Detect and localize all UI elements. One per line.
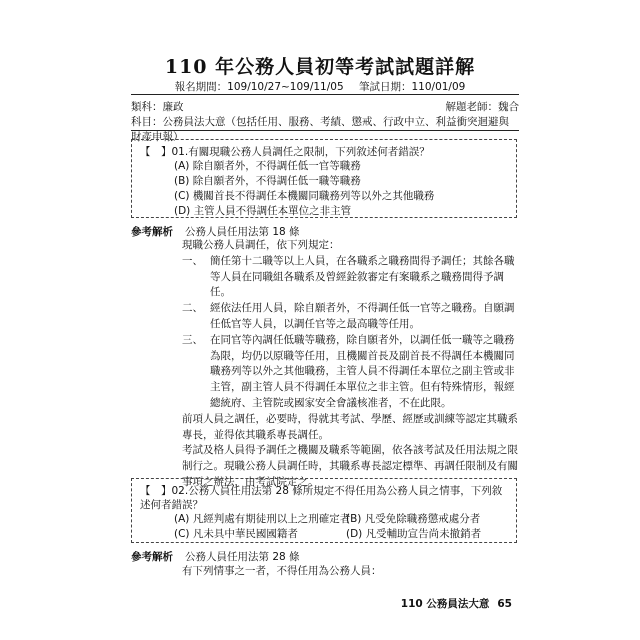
option-d: (D) 主管人員不得調任本單位之非主管: [174, 205, 352, 217]
subject-label: 類科：廉政: [131, 101, 184, 113]
question-box-2: [131, 478, 517, 543]
answer-paragraph: 考試及格人員得予調任之機關及職系等範圍，依各該考試及任用法規之限制行之。現職公務人員調任時，其職系專長認定標準、再調任限制及有關事項之辦法，由考試院定之。: [182, 444, 518, 488]
page-footer: [401, 596, 512, 611]
answer-intro: 現職公務人員調任，依下列規定：: [182, 239, 340, 251]
registration-period: 報名期間：109/10/27~109/11/05: [174, 81, 344, 93]
answer-paragraph: 前項人員之調任，必要時，得就其考試、學歷、經歷或訓練等認定其職系專長，並得依其職系專長調任。: [182, 412, 518, 441]
author-label: 解題老師：魏合: [445, 101, 519, 113]
question-number: 【 】01.: [140, 146, 189, 158]
meta-row: [131, 99, 519, 114]
answer-label: 參考解析: [131, 551, 173, 563]
page-number: 65: [497, 598, 512, 610]
option-a: (A) 除自願者外，不得調任低一官等職務: [174, 160, 361, 172]
exam-dates: [0, 79, 640, 94]
option-b: (B) 凡受免除職務懲戒處分者: [346, 513, 481, 525]
page-title: 110 年公務人員初等考試試題詳解: [164, 56, 476, 78]
item-number: 一、: [182, 254, 203, 267]
option-b: (B) 除自願者外，不得調任低一職等職務: [174, 175, 361, 187]
option-row: [140, 512, 510, 527]
option-a: (A) 凡經判處有期徒刑以上之刑確定者: [174, 513, 351, 525]
meta-divider: [131, 130, 519, 131]
answer-item-1: [182, 254, 518, 301]
question-text: 有關現職公務人員調任之限制，下列敘述何者錯誤？: [188, 146, 430, 158]
answer-heading: 公務人員任用法第 28 條: [185, 551, 300, 563]
question-number: 【 】02.: [140, 485, 189, 497]
answer-label: 參考解析: [131, 226, 173, 238]
option-row: [140, 527, 510, 542]
question-text: 公務人員任用法第 28 條所規定不得任用為公務人員之情事，下列敘述何者錯誤？: [140, 485, 503, 511]
item-number: 二、: [182, 302, 203, 315]
item-text: 在同官等內調任低職等職務，除自願者外，以調任低一職等之職務為限，均仍以原職等任用，且機關首長及副首長不得調任本機關同職務列等以外之其他職務，主管人員不得調任本單位之副主管或非主管，副主管人員不得調任本單位之非主管。但有特殊情形，報經總統府、主管院或國家安全會議核准者，不在此限。: [210, 333, 515, 409]
top-divider: [131, 94, 519, 95]
question-stem: [140, 484, 510, 512]
item-text: 經依法任用人員，除自願者外，不得調任低一官等之職務。自願調任低官等人員，以調任官等之最高職等任用。: [210, 302, 515, 330]
answer-body-2: [182, 564, 518, 580]
question-box-1: [131, 139, 517, 218]
answer-item-2: [182, 301, 518, 333]
option-c: (C) 機關首長不得調任本機關同職務列等以外之其他職務: [174, 190, 435, 202]
course-label: 科目：公務員法大意（包括任用、服務、考績、懲戒、行政中立、利益衝突迴避與財產申報）: [131, 116, 509, 143]
item-number: 三、: [182, 333, 203, 346]
item-text: 簡任第十二職等以上人員，在各職系之職務間得予調任；其餘各職等人員在同職組各職系及曾經銓敘審定有案職系之職務間得予調任。: [210, 254, 515, 299]
option-c: (C) 凡未具中華民國國籍者: [174, 528, 298, 540]
question-stem: [140, 145, 510, 159]
answer-body-1: [182, 238, 518, 491]
answer-heading: 公務人員任用法第 18 條: [185, 226, 300, 238]
answer-intro: 有下列情事之一者，不得任用為公務人員：: [182, 565, 382, 577]
option-d: (D) 凡受輔助宣告尚未撤銷者: [346, 528, 482, 540]
exam-date: 筆試日期：110/01/09: [358, 81, 466, 93]
book-title: 110 公務員法大意: [400, 598, 490, 610]
answer-item-3: [182, 333, 518, 412]
